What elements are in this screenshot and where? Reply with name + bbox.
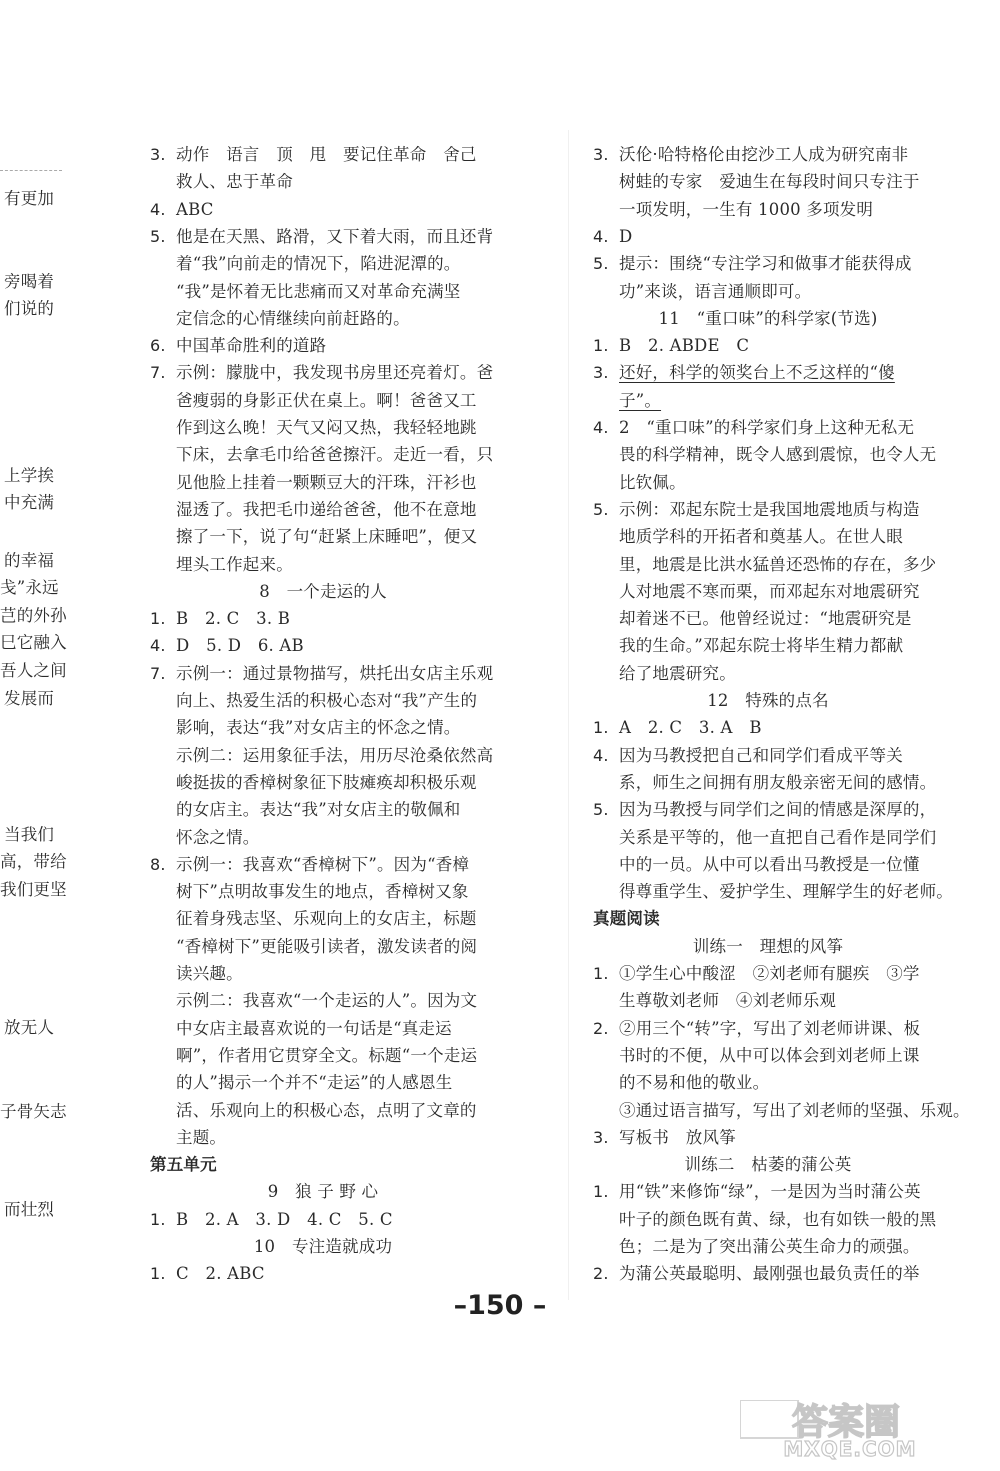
answer-text: D 5. D 6. AB [176,636,304,656]
answer-continuation: 我的生命。”邓起东院士将毕生精力都献 [619,636,904,656]
margin-fragment: 而壮烈 [4,1200,55,1219]
question-number: 6. [150,336,166,356]
answer-continuation: 人对地震不寒而栗，而邓起东对地震研究 [619,581,920,601]
answer-continuation: 主题。 [176,1127,227,1147]
answer-text: ②用三个“转”字，写出了刘老师讲课、板 [619,1018,921,1038]
question-number: 3. [593,145,609,164]
answer-text: 用“铁”来修饰“绿”，一是因为当时蒲公英 [619,1182,921,1202]
question-number: 1. [593,1182,609,1202]
answer-continuation: 向上、热爱生活的积极心态对“我”产生的 [176,691,478,710]
watermark-url: MXQE.COM [783,1437,917,1460]
answer-continuation: 生尊敬刘老师 ④刘老师乐观 [619,991,837,1011]
question-number: 2. [593,1018,609,1038]
answer-continuation: ③通过语言描写，写出了刘老师的坚强、乐观。 [619,1100,970,1120]
question-number: 5. [593,499,609,519]
answer-text: 示例：朦胧中，我发现书房里还亮着灯。爸 [176,363,494,383]
answer-continuation: 怀念之情。 [176,827,260,847]
answer-continuation: 中女店主最喜欢说的一句话是“真走运 [176,1018,452,1038]
question-number: 3. [150,145,166,164]
answer-text: A 2. C 3. A B [619,718,762,738]
watermark-text: 答案圈 [791,1402,901,1443]
question-number: 3. [593,363,609,383]
answer-continuation: 给了地震研究。 [619,663,736,683]
answer-continuation: 里，地震是比洪水猛兽还恐怖的存在，多少 [619,554,937,574]
margin-fragment: 戋”永远 [0,578,59,597]
answer-continuation: 征着身残志坚、乐观向上的女店主，标题 [176,909,477,929]
answer-continuation: 示例二：我喜欢“一个走运的人”。因为文 [176,991,478,1011]
margin-fragment: 高，带给 [0,852,67,871]
answer-text: B 2. C 3. B [176,609,291,629]
dashed-rule [0,170,62,171]
question-number: 4. [593,745,609,765]
answer-continuation: 示例二：运用象征手法，用历尽沧桑依然高 [176,745,494,765]
answer-continuation: 下床，去拿毛巾给爸爸擦汗。走近一看，只 [176,445,494,465]
margin-fragment: 芑的外孙 [0,606,67,625]
section-title: 9 狼 子 野 心 [267,1182,379,1202]
answer-continuation: “我”是怀着无比悲痛而又对革命充满坚 [176,281,461,301]
answer-text: 示例一：我喜欢“香樟树下”。因为“香樟 [176,854,470,874]
answer-text: 因为马教授把自己和同学们看成平等关 [619,745,903,765]
margin-fragment: 巳它融入 [0,633,67,652]
watermark-logo [740,1400,950,1460]
question-number: 8. [150,854,166,874]
answer-continuation: 救人、忠于革命 [176,172,293,192]
question-number: 1. [593,336,609,356]
answer-continuation: 子”。 [619,390,662,410]
answer-continuation: 却着迷不已。他曾经说过：“地震研究是 [619,609,912,629]
answer-continuation: 的人”揭示一个并不“走运”的人感恩生 [176,1073,453,1093]
answer-continuation: 影响，表达“我”对女店主的怀念之情。 [176,718,461,738]
answer-continuation: 树蛙的专家 爱迪生在每段时间只专注于 [619,172,920,192]
answer-text: C 2. ABC [176,1264,265,1284]
answer-continuation: 关系是平等的，他一直把自己看作是同学们 [619,827,937,847]
answer-text: D [619,226,633,246]
answer-continuation: 的女店主。表达“我”对女店主的敬佩和 [176,800,461,820]
question-number: 7. [150,363,166,383]
answer-text: 沃伦·哈特格伦由挖沙工人成为研究南非 [619,145,909,164]
answer-continuation: 定信念的心情继续向前赶路的。 [176,308,410,328]
section-title: 训练二 枯萎的蒲公英 [684,1155,852,1175]
answer-text: 示例：邓起东院士是我国地震地质与构造 [619,499,920,519]
answer-continuation: 擦了一下，说了句“赶紧上床睡吧”，便又 [176,527,478,547]
answer-continuation: 的不易和他的敬业。 [619,1073,770,1093]
margin-fragment: 子骨矢志 [0,1102,67,1121]
answer-continuation: 见他脸上挂着一颗颗豆大的汗珠，汗衫也 [176,472,477,492]
answer-text: 2 “重口味”的科学家们身上这种无私无 [619,418,915,437]
question-number: 7. [150,663,166,683]
margin-fragment: 当我们 [4,825,55,844]
question-number: 1. [150,1209,166,1229]
answer-continuation: 书时的不便，从中可以体会到刘老师上课 [619,1045,920,1065]
question-number: 4. [593,226,609,246]
answer-text: 他是在天黑、路滑，又下着大雨，而且还背 [176,226,494,246]
answer-continuation: 读兴趣。 [176,964,243,983]
section-title: 12 特殊的点名 [707,691,829,710]
answer-text: ①学生心中酸涩 ②刘老师有腿疾 ③学 [619,964,920,983]
margin-fragment: 中充满 [4,493,55,512]
section-title: 11 “重口味”的科学家(节选) [658,308,878,328]
answer-continuation: “香樟树下”更能吸引读者，激发读者的阅 [176,936,478,956]
question-number: 3. [593,1127,609,1147]
question-number: 4. [150,199,166,219]
margin-fragment: 上学挨 [4,466,55,485]
question-number: 5. [593,800,609,820]
answer-continuation: 湿透了。我把毛巾递给爸爸，他不在意地 [176,499,477,519]
question-number: 1. [150,1264,166,1284]
answer-continuation: 着“我”向前走的情况下，陷进泥潭的。 [176,254,461,274]
question-number: 4. [593,418,609,437]
section-title: 8 一个走运的人 [259,581,387,601]
section-title: 10 专注造就成功 [253,1237,393,1256]
answer-continuation: 峻挺拔的香樟树象征下肢瘫痪却积极乐观 [176,772,477,792]
answer-continuation: 树下”点明故事发生的地点，香樟树又象 [176,882,469,902]
question-number: 1. [593,964,609,983]
column-separator [568,130,569,1300]
answer-continuation: 色；二是为了突出蒲公英生命力的顽强。 [619,1237,920,1256]
answer-continuation: 比钦佩。 [619,472,686,492]
answer-text: B 2. A 3. D 4. C 5. C [176,1209,393,1229]
answer-continuation: 得尊重学生、爱护学生、理解学生的好老师。 [619,882,953,902]
answer-text: 中国革命胜利的道路 [176,336,327,356]
margin-fragment: 发展而 [4,689,55,708]
answer-continuation: 畏的科学精神，既令人感到震惊，也令人无 [619,445,937,465]
unit-heading: 第五单元 [150,1155,217,1175]
answer-continuation: 埋头工作起来。 [176,554,293,574]
margin-fragment: 有更加 [4,189,55,208]
answer-continuation: 功”来谈，语言通顺即可。 [619,281,812,301]
answer-text: 动作 语言 顶 甩 要记住革命 舍己 [176,145,477,164]
margin-fragment: 旁喝着 [4,272,55,291]
answer-continuation: 作到这么晚！天气又闷又热，我轻轻地跳 [176,418,477,437]
answer-continuation: 中的一员。从中可以看出马教授是一位懂 [619,854,920,874]
margin-fragment: 放无人 [4,1018,55,1037]
answer-text: ABC [176,199,214,219]
answer-text: B 2. ABDE C [619,336,750,356]
margin-fragment: 们说的 [4,299,55,318]
section-title: 训练一 理想的风筝 [692,936,844,956]
question-number: 5. [593,254,609,274]
unit-heading: 真题阅读 [593,909,660,929]
answer-continuation: 地质学科的开拓者和奠基人。在世人眼 [619,527,903,547]
answer-continuation: 活、乐观向上的积极心态，点明了文章的 [176,1100,477,1120]
question-number: 2. [593,1264,609,1284]
margin-fragment: 我们更坚 [0,880,67,899]
answer-text: 还好，科学的领奖台上不乏这样的“傻 [619,363,895,383]
answer-continuation: 一项发明，一生有 1000 多项发明 [619,199,874,219]
answer-text: 提示：围绕“专注学习和做事才能获得成 [619,254,912,274]
margin-fragment: 的幸福 [4,551,55,570]
answer-text: 因为马教授与同学们之间的情感是深厚的， [619,800,937,820]
answer-text: 示例一：通过景物描写，烘托出女店主乐观 [176,663,494,683]
margin-fragment: 吾人之间 [0,661,67,680]
answer-continuation: 啊”，作者用它贯穿全文。标题“一个走运 [176,1045,478,1065]
answer-continuation: 叶子的颜色既有黄、绿，也有如铁一般的黑 [619,1209,937,1229]
question-number: 4. [150,636,166,656]
question-number: 5. [150,226,166,246]
page-number: –150 – [453,1290,547,1321]
answer-continuation: 爸瘦弱的身影正伏在桌上。啊！爸爸又工 [176,390,477,410]
question-number: 1. [150,609,166,629]
answer-text: 写板书 放风筝 [619,1127,736,1147]
answer-text: 为蒲公英最聪明、最刚强也最负责任的举 [619,1264,920,1284]
answer-continuation: 系，师生之间拥有朋友般亲密无间的感情。 [619,772,937,792]
question-number: 1. [593,718,609,738]
